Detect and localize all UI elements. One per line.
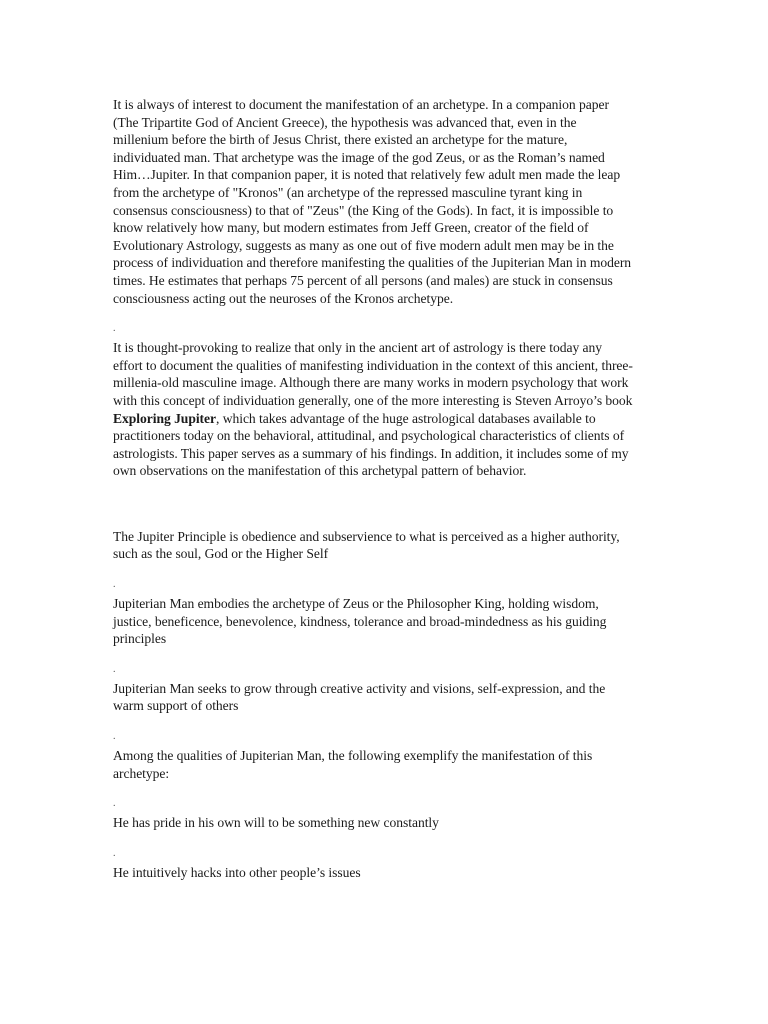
separator-dot: . [113,731,116,743]
paragraph-philosopher-king: Jupiterian Man embodies the archetype of Zeus or the Philosopher King, holding wisdom, justice, beneficence, benevolence, kindness, tolerance and broad-mindedness as his guiding principles [113,596,607,647]
paragraph-astrology-text-1: It is thought-provoking to realize that only in the ancient art of astrology is there today any effort to document the qualities of manifesting individuation in the context of this ancient, three-millenia-old masculine image. Although there are many works in modern psychology that work with this concept of individuation generally, one of the more interesting is Steven Arroyo’s book [113,340,633,408]
paragraph-astrology-text-2: , which takes advantage of the huge astrological databases available to practitioners today on the behavioral, attitudinal, and psychological characteristics of clients of astrologists. This paper serves as a summary of his findings. In addition, it includes some of my own observations on the manifestation of this archetypal pattern of behavior. [113,410,629,479]
paragraph-intro: It is always of interest to document the manifestation of an archetype. In a companion paper (The Tripartite God of Ancient Greece), the hypothesis was advanced that, even in the millenium before the birth of Jesus Christ, there existed an archetype for the mature, individuated man. That archetype was the image of the god Zeus, or as the Roman’s named Him…Jupiter. In that companion paper, it is noted that relatively few adult men made the leap from the archetype of "Kronos" (an archetype of the repressed masculine tyrant king in consensus consciousness) to that of "Zeus" (the King of the Gods). In fact, it is impossible to know relatively how many, but modern estimates from Jeff Green, creator of the field of Evolutionary Astrology, suggests as many as one out of five modern adult men may be in the process of individuation and therefore manifesting the qualities of the Jupiterian Man in modern times. He estimates that perhaps 75 percent of all persons (and males) are stuck in consensus consciousness acting out the neuroses of the Kronos archetype. [113,97,632,306]
book-title: Exploring Jupiter [113,410,217,426]
paragraph-astrology [113,339,633,480]
separator-dot: . [113,323,116,335]
document-page [113,96,633,881]
separator-dot: . [113,579,116,591]
paragraph-intuition: He intuitively hacks into other people’s issues [113,864,361,880]
paragraph-pride: He has pride in his own will to be something new constantly [113,815,439,831]
paragraph-growth: Jupiterian Man seeks to grow through creative activity and visions, self-expression, and the warm support of others [113,680,606,714]
section-gap [113,480,633,528]
separator-dot: . [113,847,116,859]
separator-dot: . [113,798,116,810]
paragraph-qualities: Among the qualities of Jupiterian Man, the following exemplify the manifestation of this archetype: [113,748,593,781]
paragraph-jupiter-principle: The Jupiter Principle is obedience and subservience to what is perceived as a higher authority, such as the soul, God or the Higher Self [113,528,620,562]
separator-dot: . [113,663,116,675]
